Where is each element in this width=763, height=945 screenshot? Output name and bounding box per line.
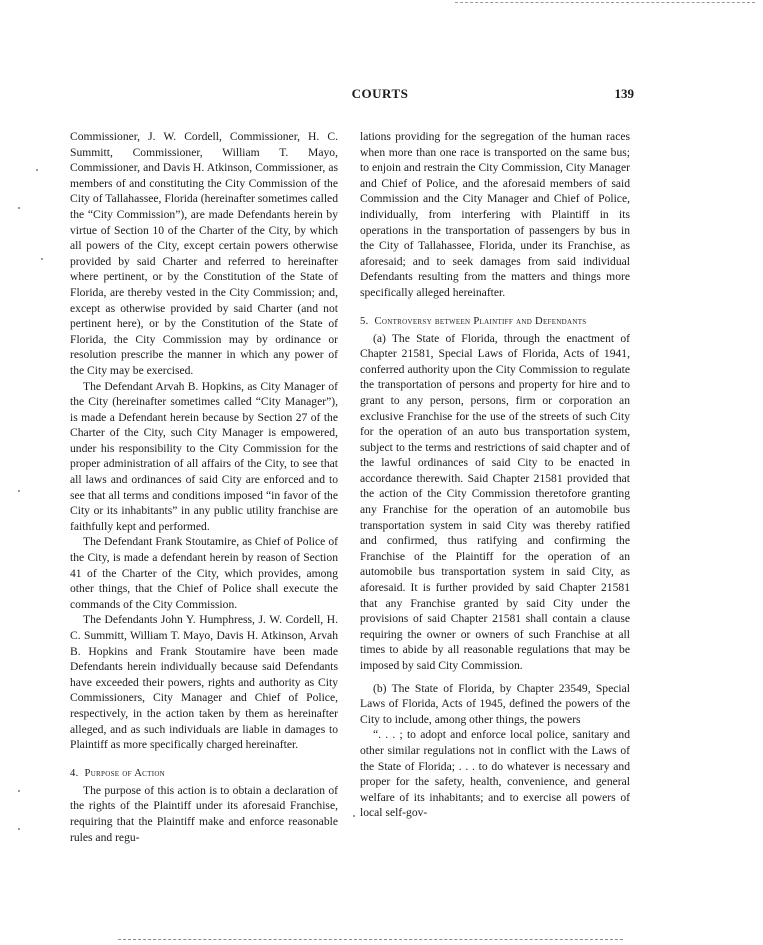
paragraph-chief-of-police: The Defendant Frank Stoutamire, as Chief of Police of the City, is made a defendant herein by reason of Section 41 of the Charter of the City, which provides, among other things, that the Chief of Police shall execute the commands of the City Commission.: [70, 535, 338, 611]
block-quote: “. . . ; to adopt and enforce local police, sanitary and other similar regulations not in conflict with the Laws of the State of Florida; . . . to do whatever is necessary and proper for the safety, health, convenience, and general welfare of its inhabitants; and to exercise all powers of local self-gov-: [360, 728, 630, 820]
scan-speck: [18, 828, 20, 830]
scan-speck: [41, 258, 43, 260]
bottom-scan-rule: [118, 939, 623, 940]
section-number: 4.: [70, 767, 79, 779]
scan-speck: [18, 490, 20, 492]
paragraph-city-manager: The Defendant Arvah B. Hopkins, as City Manager of the City (hereinafter sometimes called “City Manager”), is made a Defendant herein because by Section 27 of the Charter of the City, such City Manager is empowered, under his responsibility to the City Commission for the proper administration of all affairs of the City, to see that all laws and ordinances of said City are enforced and to see that all terms and conditions imposed “in favor of the City or its inhabitants” in any public utility franchise are faithfully kept and performed.: [70, 379, 338, 533]
scan-speck: [36, 169, 38, 171]
scan-speck: [353, 815, 355, 817]
running-head: [0, 86, 763, 106]
paragraph-commissioners: Commissioner, J. W. Cordell, Commissioner, H. C. Summitt, Commissioner, William T. Mayo, Commissioner, and Davis H. Atkinson, Commissioner, as members of and constituting the City Commission of the City of Tallahassee, Florida (hereinafter sometimes called the “City Commission”), are made Defendants herein by virtue of Section 10 of the Charter of the City, by which all powers of the City, except certain powers otherwise provided by said Charter and referred to hereinafter where pertinent, or by the Constitution of the State of Florida, are thereby vested in the City Commission; and, except as otherwise provided by said Charter (and not pertinent here), or by the Constitution of the State of Florida, the City Commission may by ordinance or resolution prescribe the manner in which any power of the City may be exercised.: [70, 130, 338, 377]
paragraph-purpose: The purpose of this action is to obtain a declaration of the rights of the Plaintiff under its aforesaid Franchise, requiring that the Plaintiff make and enforce reasonable rules and regu-: [70, 783, 338, 844]
right-column: [360, 129, 630, 821]
page-number: 139: [614, 86, 634, 101]
paragraph-purpose-continued: lations providing for the segregation of the human races when more than one race is transported on the same bus; to enjoin and restrain the City Commission, City Manager and Chief of Police, and the aforesaid members of said Commission and the City Manager and Chief of Police, individually, from interfering with Plaintiff in its operations in the transportation of passengers by bus in the City of Tallahassee, Florida, under its Franchise, as aforesaid; and to seek damages from said individual Defendants resulting from the matters and things more specifically alleged hereinafter.: [360, 130, 630, 299]
section-number: 5.: [360, 315, 369, 327]
scan-speck: [18, 790, 20, 792]
section-title: Controversy between Plaintiff and Defendants: [374, 315, 587, 327]
section-heading-purpose: [70, 766, 338, 781]
scan-speck: [18, 207, 20, 209]
running-head-title: COURTS: [351, 86, 409, 101]
paragraph-individual-defendants: The Defendants John Y. Humphress, J. W. Cordell, H. C. Summitt, William T. Mayo, Davis H. Atkinson, Arvah B. Hopkins and Frank Stoutamire have been made Defendants herein individually because said Defendants have exceeded their powers, rights and authority as City Commissioners, City Manager and Chief of Police, respectively, in the action taken by them as hereinafter alleged, and as such individuals are liable in damages to Plaintiff as more specifically charged hereinafter.: [70, 613, 338, 752]
paragraph-a: (a) The State of Florida, through the enactment of Chapter 21581, Special Laws of Florida, Acts of 1941, conferred authority upon the City Commission to regulate the transportation of persons and property for hire and to grant to any person, persons, firm or corporation an exclusive Franchise for the use of the streets of such City for the operation of an auto bus transportation system, subject to the terms and restrictions of said chapter and of the lawful ordinances of said City to be enacted in accordance therewith. Said Chapter 21581 provided that the action of the City Commission theretofore granting any Franchise for the operation of an automobile bus transportation system in said City was thereby ratified and confirmed, thus ratifying and confirming the Franchise of the Plaintiff for the operation of an automobile bus transportation system in said City, as aforesaid. It is further provided by said Chapter 21581 that any Franchise granted by said City under the provisions of said Chapter 21581 shall contain a clause requiring the owner or owners of such Franchise at all times to abide by all reasonable regulations that may be imposed by said City Commission.: [360, 331, 630, 672]
top-scan-rule: [455, 2, 755, 3]
left-column: [70, 129, 338, 845]
section-heading-controversy: [360, 314, 630, 329]
section-title: Purpose of Action: [84, 767, 166, 779]
paragraph-b: (b) The State of Florida, by Chapter 23549, Special Laws of Florida, Acts of 1945, defined the powers of the City to include, among other things, the powers: [360, 681, 630, 726]
